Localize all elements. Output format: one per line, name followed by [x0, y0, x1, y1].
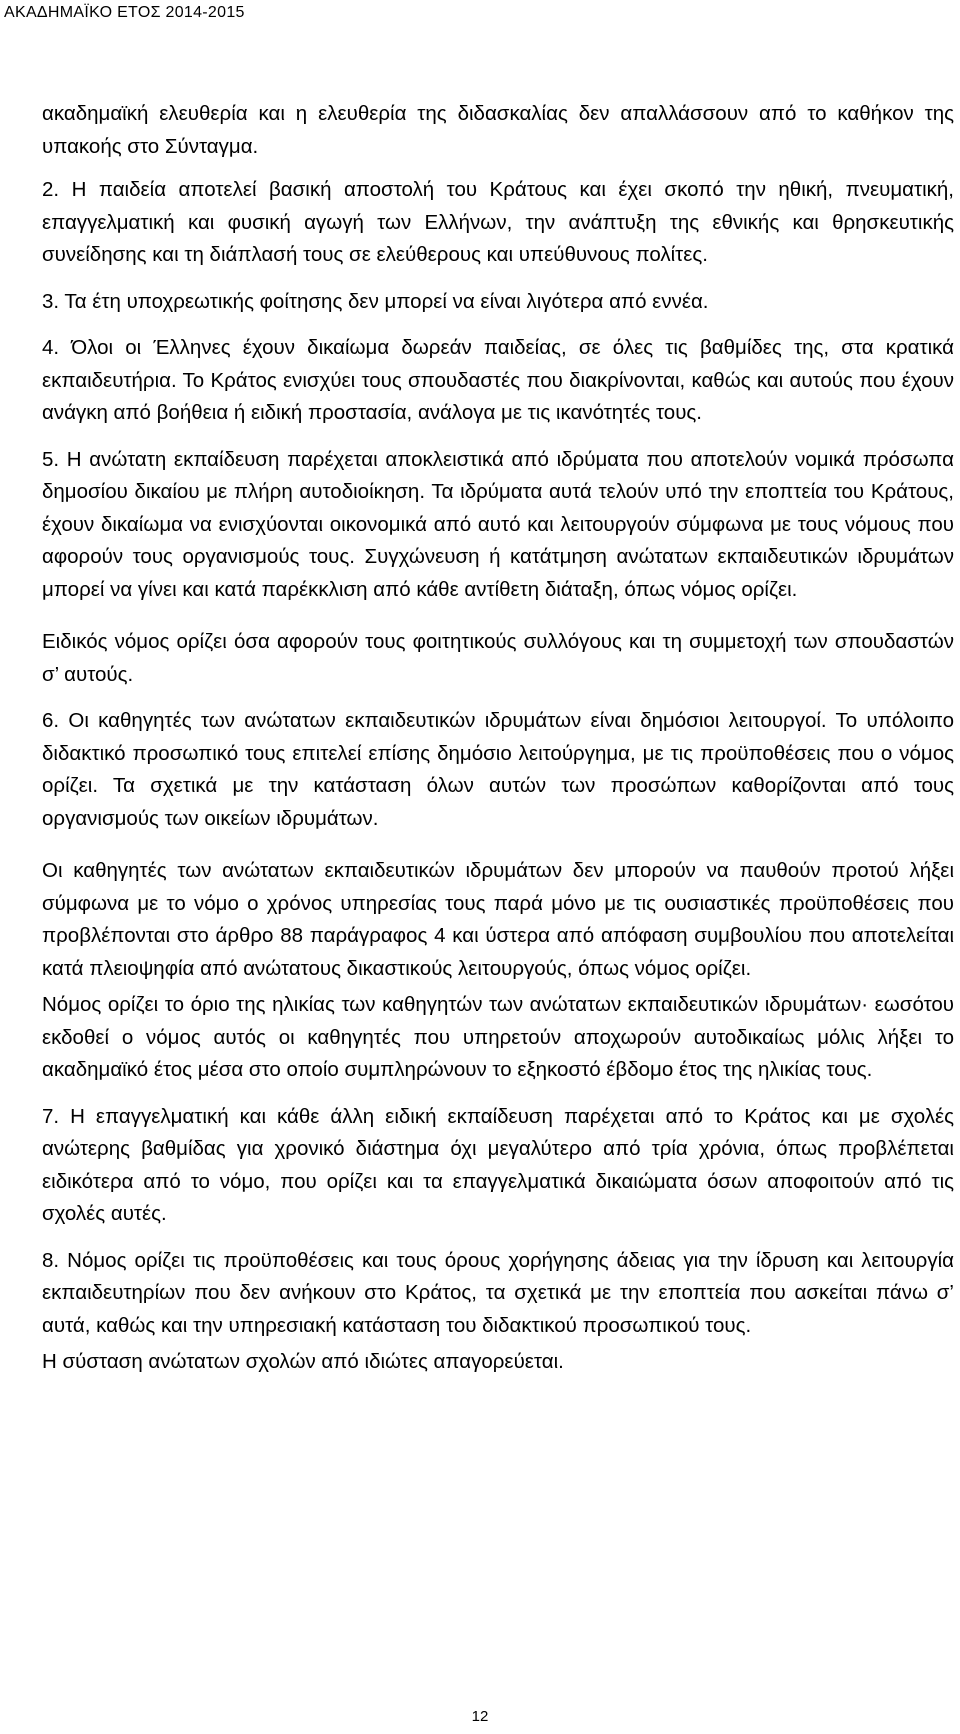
paragraph-5: 5. Η ανώτατη εκπαίδευση παρέχεται αποκλειστικά από ιδρύματα που αποτελούν νομικά πρόσωπα δημοσίου δικαίου με πλήρη αυτοδιοίκηση. Τα ιδρύματα αυτά τελούν υπό την εποπτεία του Κράτους, έχουν δικαίωμα να ενισχύονται οικονομικά από αυτό και λειτουργούν σύμφωνα με τους νόμους που αφορούν τους οργανισμούς τους. Συγχώνευση ή κατάτμηση ανώτατων εκπαιδευτικών ιδρυμάτων μπορεί να γίνει και κατά παρέκκλιση από κάθε αντίθετη διάταξη, όπως νόμος ορίζει. — [42, 447, 954, 601]
paragraph-4: 4. Όλοι οι Έλληνες έχουν δικαίωμα δωρεάν παιδείας, σε όλες τις βαθμίδες της, στα κρατικά εκπαιδευτήρια. Το Κράτος ενισχύει τους σπουδαστές που διακρίνονται, καθώς και αυτούς που έχουν ανάγκη από βοήθεια ή ειδική προστασία, ανάλογα με τις ικανότητές τους. — [42, 336, 954, 424]
paragraph-intro-continuation: ακαδημαϊκή ελευθερία και η ελευθερία της διδασκαλίας δεν απαλλάσσουν από το καθήκον της υπακοής στο Σύνταγμα. — [42, 102, 954, 158]
paragraph-5-student-unions: Ειδικός νόμος ορίζει όσα αφορούν τους φοιτητικούς συλλόγους και τη συμμετοχή των σπουδαστών σ’ αυτούς. — [42, 630, 954, 686]
paragraph-6: 6. Οι καθηγητές των ανώτατων εκπαιδευτικών ιδρυμάτων είναι δημόσιοι λειτουργοί. Το υπόλοιπο διδακτικό προσωπικό τους επιτελεί επίσης δημόσιο λειτούργημα, με τις προϋποθέσεις που ο νόμος ορίζει. Τα σχετικά με την κατάσταση όλων αυτών των προσώπων καθορίζονται από τους οργανισμούς των οικείων ιδρυμάτων. — [42, 709, 954, 830]
paragraph-6-dismissal: Οι καθηγητές των ανώτατων εκπαιδευτικών ιδρυμάτων δεν μπορούν να παυθούν προτού λήξει σύμφωνα με το νόμο ο χρόνος υπηρεσίας τους παρά μόνο με τις ουσιαστικές προϋποθέσεις που προβλέπονται στο άρθρο 88 παράγραφος 4 και ύστερα από απόφαση συμβουλίου που αποτελείται κατά πλειοψηφία από ανώτατους δικαστικούς λειτουργούς, όπως νόμος ορίζει. — [42, 859, 954, 980]
paragraph-3: 3. Τα έτη υποχρεωτικής φοίτησης δεν μπορεί να είναι λιγότερα από εννέα. — [42, 289, 709, 313]
paragraph-7: 7. Η επαγγελματική και κάθε άλλη ειδική εκπαίδευση παρέχεται από το Κράτος και με σχολές ανώτερης βαθμίδας για χρονικό διάστημα όχι μεγαλύτερο από τρία χρόνια, όπως προβλέπεται ειδικότερα από το νόμο, που ορίζει και τα επαγγελματικά δικαιώματα όσων αποφοιτούν από τις σχολές αυτές. — [42, 1104, 954, 1225]
paragraph-8-private-schools: Η σύσταση ανώτατων σχολών από ιδιώτες απαγορεύεται. — [42, 1350, 564, 1373]
document-body — [42, 98, 954, 1379]
page-number: 12 — [471, 1708, 489, 1725]
running-header: ΑΚΑΔΗΜΑΪΚΟ ΕΤΟΣ 2014-2015 — [4, 4, 245, 21]
paragraph-6-age-limit: Νόμος ορίζει το όριο της ηλικίας των καθηγητών των ανώτατων εκπαιδευτικών ιδρυμάτων· εωσότου εκδοθεί ο νόμος αυτός οι καθηγητές που υπηρετούν αποχωρούν αυτοδικαίως μόλις λήξει το ακαδημαϊκό έτος μέσα στο οποίο συμπληρώνουν το εξηκοστό έβδομο έτος της ηλικίας τους. — [42, 993, 954, 1081]
paragraph-8: 8. Νόμος ορίζει τις προϋποθέσεις και τους όρους χορήγησης άδειας για την ίδρυση και λειτουργία εκπαιδευτηρίων που δεν ανήκουν στο Κράτος, τα σχετικά με την εποπτεία που ασκείται πάνω σ’ αυτά, καθώς και την υπηρεσιακή κατάσταση του διδακτικού προσωπικού τους. — [42, 1248, 954, 1337]
paragraph-2: 2. Η παιδεία αποτελεί βασική αποστολή του Κράτους και έχει σκοπό την ηθική, πνευματική, επαγγελματική και φυσική αγωγή των Ελλήνων, την ανάπτυξη της εθνικής και θρησκευτικής συνείδησης και τη διάπλασή τους σε ελεύθερους και υπεύθυνους πολίτες. — [42, 178, 954, 266]
